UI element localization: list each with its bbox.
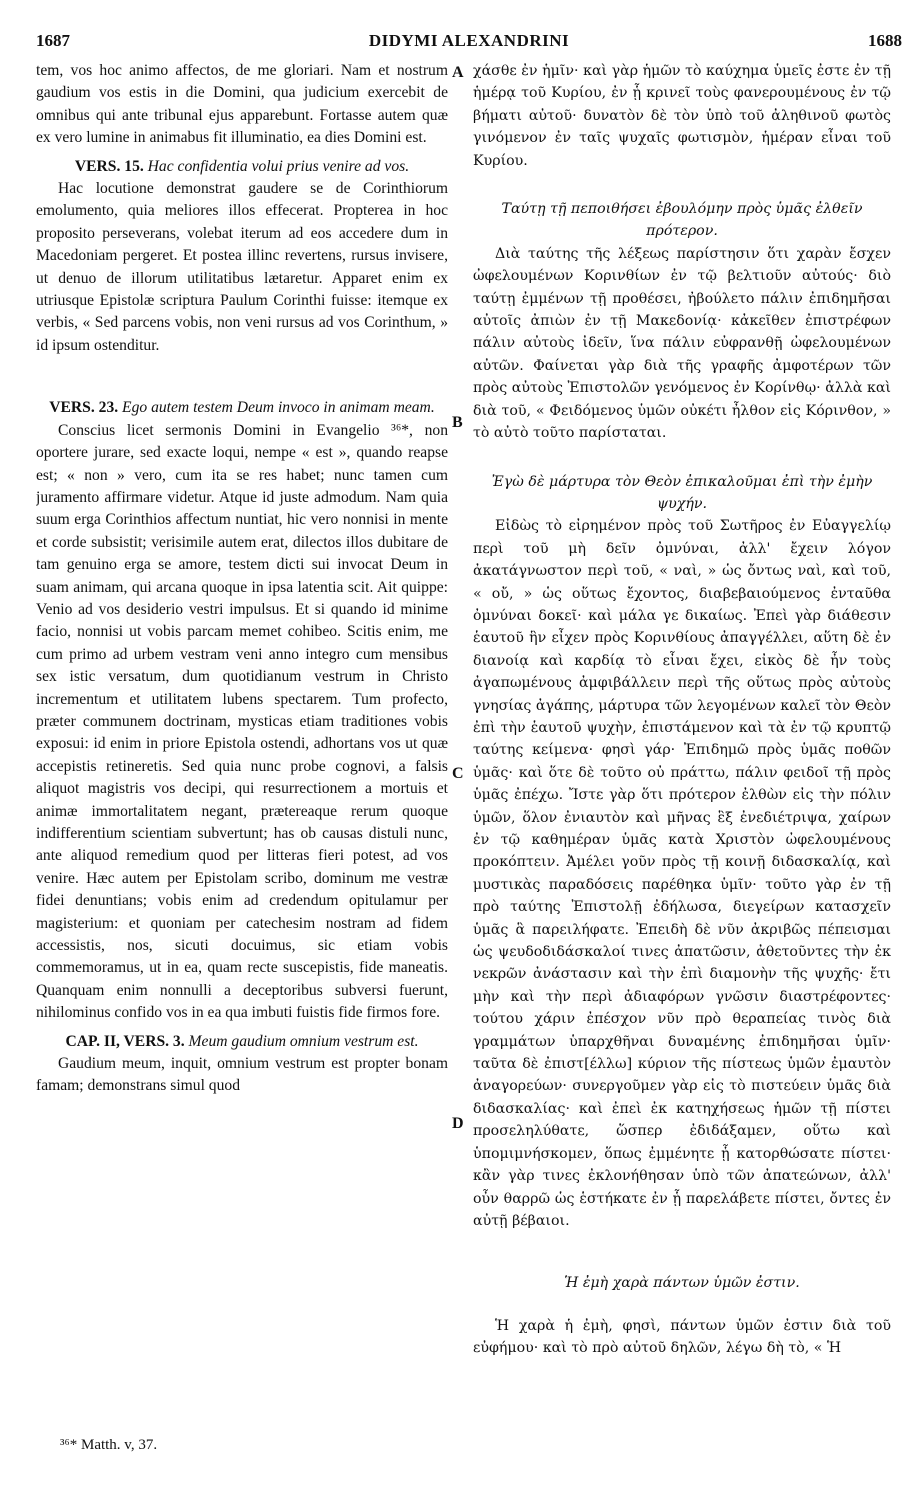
verse-label: VERS. 23. [49,399,119,417]
latin-chapter-heading [36,1031,448,1053]
latin-verse-heading-15 [36,156,448,178]
latin-verse-heading-23 [36,397,448,419]
margin-letter-a: A [452,64,464,81]
latin-column [36,60,448,1440]
latin-paragraph-3: Conscius licet sermonis Domini in Evangelio ³⁶*, non oportere jurare, sed exacte loqui, nempe « est », quando reapse est; « non » vero, cum ita se res habet; nunc tamen cum juramento affirmare videtur. Atque id juste admodum. Nam quia suum erga Corinthios affectum nuntiat, hic vero nonnisi in mente et corde subsistit; verisimile autem erat, dilectos illos dubitare de tam genuino erga se amore, testem dicti sui invocat Deum in suam animam, qui arcana quoque in ipsa latentia scit. Ait quippe: Venio ad vos desiderio vestri impulsus. Et si quando id minime facio, nonnisi ut vobis parcam memet cohibeo. Scitis enim, me cum primo ad urbem vestram veni anno integro cum mensibus sex istic versatum, dum quotidianum vestrum in Christo incrementum et utilitatem lubens spectarem. Tum profecto, præter communem doctrinam, mysticas etiam traditiones vobis exposui: id enim in priore Epistola ostendi, adhortans vos ut quæ accepistis retineretis. Sed quia nunc probe cognovi, a falsis aliquot magistris vos decipi, qui resurrectionem a mortuis et animæ immortalitatem negant, prætereaque rerum quoque indifferentium scientiam subvertunt; has ob causas distuli nunc, ante aliquod remedium quod per litteras fieri potest, ad vos venire. Hæc autem per Epistolam scribo, dominum me vestræ fidei denuntians; vobis enim ad credendum opitulamur per magisterium: et quoniam per catechesim nostram ad fidem accessistis, nos, sicuti docuimus, sic etiam vobis commemoramus, ut in ea, quam recte suscepistis, fide maneatis. Quanquam enim nonnulli a deceptoribus subversi fuerunt, nihilominus confido vos in ea qua imbuti fuistis fide firmos fore. [36,421,448,1022]
margin-letter-c: C [452,765,464,782]
latin-paragraph-1: tem, vos hoc animo affectos, de me gloriari. Nam et nostrum gaudium vos estis in die Domini, qua judicium exercebit de omnibus qui ante tribunal ejus apparebunt. Fortasse autem quæ ex vero lumine in animabus fit illuminatio, ea dies Domini est. [36,62,448,147]
greek-column [473,60,891,1440]
chapter-label: CAP. II, VERS. 3. [65,1032,185,1050]
verse-label: VERS. 15. [74,157,144,175]
page-number-left: 1687 [36,31,70,50]
page-number-right: 1688 [868,31,902,50]
greek-paragraph-4: Ἡ χαρὰ ἡ ἐμὴ, φησὶ, πάντων ὑμῶν ἐστιν διὰ τοῦ εὐφήμου· καὶ τὸ πρὸ αὐτοῦ δηλῶν, λέγω δὴ τὸ, « Ἡ [473,1317,891,1357]
greek-verse-heading-15: Ταύτῃ τῇ πεποιθήσει ἐβουλόμην πρὸς ὑμᾶς ἐλθεῖν πρότερον. [501,201,863,240]
margin-letter-b: B [452,414,463,431]
chapter-text: Meum gaudium omnium vestrum est. [188,1032,419,1050]
greek-verse-heading-23: Ἐγὼ δὲ μάρτυρα τὸν Θεὸν ἐπικαλοῦμαι ἐπὶ τὴν ἐμὴν ψυχήν. [491,473,873,512]
latin-paragraph-2: Hac locutione demonstrat gaudere se de Corinthiorum emolumento, quia meliores illos effecerat. Propterea in hoc proposito perseverans, volebat iterum ad eos accedere dum in Macedoniam pergeret. Et postea illinc revertens, rursus invisere, ut denuo de illorum utilitatibus lætaretur. Apparet enim ex utriusque Epistolæ scriptura Paulum Corinthi fuisse: itemque ex verbis, « Sed parcens vobis, non veni rursus ad vos Corinthum, » id ipsum ostenditur. [36,180,448,354]
running-title: DIDYMI ALEXANDRINI [368,31,570,50]
verse-text: Hac confidentia volui prius venire ad vos. [147,157,410,175]
greek-paragraph-3: Εἰδὼς τὸ εἰρημένον πρὸς τοῦ Σωτῆρος ἐν Εὐαγγελίῳ περὶ τοῦ μὴ δεῖν ὀμνύναι, ἀλλ' ἔχειν λόγον ἀκατάγνωστον περὶ τοῦ, « ναὶ, » ὡς ὄντως ναὶ, καὶ τοῦ, « οὔ, » ὡς οὕτως ἔχοντος, διαβεβαιούμενος ἐνταῦθα ὀμνύναι δοκεῖ· καὶ μάλα γε δικαίως. Ἐπεὶ γὰρ διάθεσιν ἑαυτοῦ ἣν εἶχεν πρὸς Κορινθίους ἀπαγγέλλει, αὕτη δὲ ἐν διανοίᾳ καὶ καρδίᾳ τὸ εἶναι ἔχει, εἰκὸς δὲ ἦν τοὺς ἀγαπωμένους ἀμφιβάλλειν περὶ τῆς οὕτως πρὸς αὐτοὺς γνησίας ἀγάπης, μάρτυρα τῶν λεγομένων καλεῖ τὸν Θεὸν ἐπὶ τὴν ἑαυτοῦ ψυχὴν, ἐπιστάμενον καὶ τὰ ἐν τῷ κρυπτῷ ταύτης κείμενα· φησὶ γάρ· Ἐπιδημῶ πρὸς ὑμᾶς ποθῶν ὑμᾶς· καὶ ὅτε δὲ τοῦτο οὐ πράττω, πάλιν φειδοῖ τῇ πρὸς ὑμᾶς ἐπέχω. Ἴστε γὰρ ὅτι πρότερον ἐλθὼν εἰς τὴν πόλιν ὑμῶν, ὅλον ἐνιαυτὸν καὶ μῆνας ἓξ ἐνεδιέτριψα, χαίρων ἐν τῷ καθημέραν ὑμᾶς κατὰ Χριστὸν ὠφελουμένους προκόπτειν. Ἀμέλει γοῦν πρὸς τῇ κοινῇ διδασκαλίᾳ, καὶ μυστικὰς παραδόσεις παρέθηκα ὑμῖν· τοῦτο γὰρ ἐν τῇ πρὸ ταύτης Ἐπιστολῇ ἐδήλωσα, διεγείρων κατασχεῖν ὑμᾶς ἃ παρειλήφατε. Ἐπειδὴ δὲ νῦν ἀκριβῶς πέπεισμαι ὡς ψευδοδιδάσκαλοί τινες ἀπατῶσιν, ἀθετοῦντες τὴν ἐκ νεκρῶν ἀνάστασιν καὶ τὴν ἐπὶ διαμονὴν τῆς ψυχῆς· ἔτι μὴν καὶ τὴν περὶ ἀδιαφόρων γνῶσιν διαστρέφοντες· τούτου χάριν ἐπέσχον νῦν πρὸ θεραπείας τινὸς διὰ γραμμάτων ὑπαρχθῆναι δυναμένης ἐπιδημῆσαι ὑμῖν· ταῦτα δὲ ἐπιστ[έλλω] κύριον τῆς πίστεως ὑμῶν ἐμαυτὸν ἀναγορεύων· συνεργοῦμεν γὰρ εἰς τὸ πιστεύειν ὑμᾶς διὰ διδασκαλίας· καὶ ἐπεὶ ἐκ κατηχήσεως ἡμῶν τῇ πίστει προσεληλύθατε, ὥσπερ ἐδιδάξαμεν, οὕτω καὶ ὑπομιμνήσκομεν, ὅπως ἐμμένητε ᾗ κατορθώσατε πίστει· κἂν γὰρ τινες ἐκλονήθησαν ὑπὸ τῶν ἀπατεώνων, ἀλλ' οὖν θαρρῶ ὡς ἑστήκατε ἐν ᾗ παρελάβετε πίστει, ὄντες ἐν αὐτῇ βέβαιοι. [473,518,891,1229]
verse-text: Ego autem testem Deum invoco in animam meam. [122,399,435,417]
running-header [36,31,902,59]
greek-chapter-heading: Ἡ ἐμὴ χαρὰ πάντων ὑμῶν ἐστιν. [564,1275,800,1292]
latin-paragraph-4: Gaudium meum, inquit, omnium vestrum est propter bonam famam; demonstrans simul quod [36,1055,448,1095]
greek-paragraph-2: Διὰ ταύτης τῆς λέξεως παρίστησιν ὅτι χαρὰν ἔσχεν ὠφελουμένων Κορινθίων ἐν τῷ βελτιοῦν αὐτούς· διὸ ταύτῃ ἐμμένων τῇ προθέσει, ἠβούλετο πάλιν ἐπιδημῆσαι αὐτοῖς ἀπιὼν ἐν τῇ Μακεδονίᾳ· κἀκεῖθεν ἐπιστρέφων πάλιν αὐτοὺς ἰδεῖν, ἵνα πάλιν εὐφρανθῇ ὠφελουμένων αὐτῶν. Φαίνεται γὰρ διὰ τῆς γραφῆς ἀμφοτέρων τῶν πρὸς αὐτοὺς Ἐπιστολῶν γενόμενος ἐν Κορίνθῳ· ἀλλὰ καὶ διὰ τοῦ, « Φειδόμενος ὑμῶν οὐκέτι ἦλθον εἰς Κόρινθον, » τὸ αὐτὸ τοῦτο παρίσταται. [473,245,891,442]
greek-paragraph-1: χάσθε ἐν ἡμῖν· καὶ γὰρ ἡμῶν τὸ καύχημα ὑμεῖς ἐστε ἐν τῇ ἡμέρᾳ τοῦ Κυρίου, ἐν ᾗ κρινεῖ τοὺς φανερουμένους ἐν τῷ βήματι αὐτοῦ· δυνατὸν δὲ τὸν ὑπὸ τοῦ ἀληθινοῦ φωτὸς γινόμενον ἐν ταῖς ψυχαῖς φωτισμὸν, ἡμέραν εἶναι τοῦ Κυρίου. [473,63,891,169]
footnote: ³⁶* Matth. v, 37. [60,1437,158,1453]
margin-letter-d: D [452,1115,464,1132]
